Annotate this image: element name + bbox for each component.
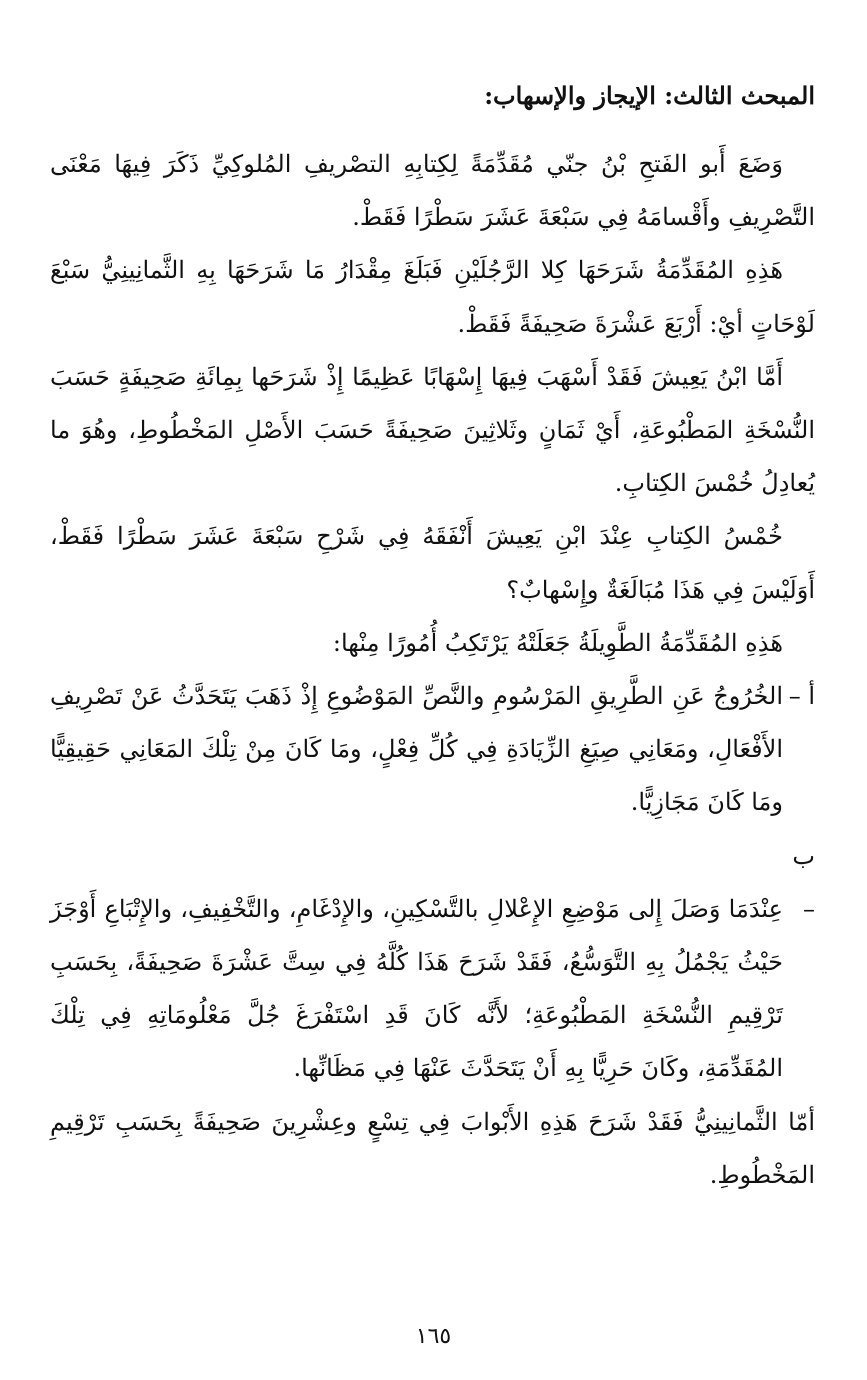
list-item-text: عِنْدَمَا وَصَلَ إِلى مَوْضِعِ الإِعْلالِ بالتَّسْكِينِ، والإِدْغَامِ، والتَّخْفِيفِ، والإِتْبَاعِ أَوْجَزَ حَيْثُ يَجْمُلُ بِهِ التَّوَسُّعُ، فَقَدْ شَرَحَ هَذَا كُلَّهُ فِي سِتَّ عَشْرَةَ صَحِيفَةً، بِحَسَبِ تَرْقِيمِ النُّسْخَةِ المَطْبُوعَةِ؛ لأَنَّه كَانَ قَدِ اسْتَفْرَغَ جُلَّ مَعْلُومَاتِهِ فِي تِلْكَ المُقَدِّمَةِ، وكَانَ حَرِيًّا بِهِ أَنْ يَتَحَدَّثَ عَنْهَا فِي مَظَانِّها. — [50, 894, 783, 1083]
section-heading: المبحث الثالث: الإيجاز والإسهاب: — [484, 81, 815, 110]
page-number: ١٦٥ — [415, 1324, 452, 1349]
paragraph-fifth-of-book: خُمْسُ الكِتابِ عِنْدَ ابْنِ يَعِيشَ أَنْفَقَهُ فِي شَرْحِ سَبْعَةَ عَشَرَ سَطْرًا فَقَطْ، أَوَلَيْسَ فِي هَذَا مُبَالَغَةٌ وإِسْهابٌ؟ — [50, 522, 815, 604]
paragraph-closing: أمّا الثَّمانِينِيُّ فَقَدْ شَرَحَ هَذِهِ الأَبْوابَ فِي تِسْعٍ وعِشْرِينَ صَحِيفَةً بِحَسَبِ تَرْقِيمِ المَخْطُوطِ. — [50, 1107, 815, 1189]
paragraph-ibn-yaish: أَمَّا ابْنُ يَعِيشَ فَقَدْ أَسْهَبَ فِيهَا إِسْهَابًا عَظِيمًا إِذْ شَرَحَها بِمِائَةِ صَحِيفَةٍ حَسَبَ النُّسْخَةِ المَطْبُوعَةِ، أَيْ ثَمَانٍ وثَلاثِينَ صَحِيفَةً حَسَبَ الأَصْلِ المَخْطُوطِ، وهُوَ ما يُعادِلُ خُمْسَ الكِتابِ. — [50, 362, 815, 498]
paragraph-thamanini: هَذِهِ المُقَدِّمَةُ شَرَحَهَا كِلا الرَّجُلَيْنِ فَبَلَغَ مِقْدَارُ مَا شَرَحَهَا بِهِ الثَّمانِينِيُّ سَبْعَ لَوْحَاتٍ أيْ: أَرْبَعَ عَشْرَةَ صَحِيفَةً فَقَطْ. — [50, 256, 815, 338]
paragraph-consequences: هَذِهِ المُقَدِّمَةُ الطَّوِيلَةُ جَعَلَتْهُ يَرْتَكِبُ أُمُورًا مِنْها: — [332, 628, 783, 657]
body-text — [50, 138, 815, 1202]
list-marker: أ – — [788, 682, 815, 711]
list-item-ba — [50, 830, 815, 1096]
list-item-alif — [50, 670, 815, 830]
list-marker: ب – — [792, 841, 815, 923]
paragraph-intro: وَضَعَ أَبو الفَتحِ بْنُ جنّي مُقَدِّمَةً لِكِتابِهِ التصْريفِ المُلوكِيِّ ذَكَرَ فِيهَا مَعْنَى التَّصْرِيفِ وأَقْسامَهُ فِي سَبْعَةَ عَشَرَ سَطْرًا فَقَطْ. — [50, 150, 815, 232]
list-item-text: الخُرُوجُ عَنِ الطَّرِيقِ المَرْسُومِ والنَّصِّ المَوْضُوعِ إِذْ ذَهَبَ يَتَحَدَّثُ عَنْ تَصْرِيفِ الأَفْعَالِ، ومَعَانِي صِيَغِ الزِّيَادَةِ فِي كُلِّ فِعْلٍ، ومَا كَانَ مِنْ تِلْكَ المَعَانِي حَقِيقِيًّا ومَا كَانَ مَجَازِيًّا. — [50, 682, 783, 817]
